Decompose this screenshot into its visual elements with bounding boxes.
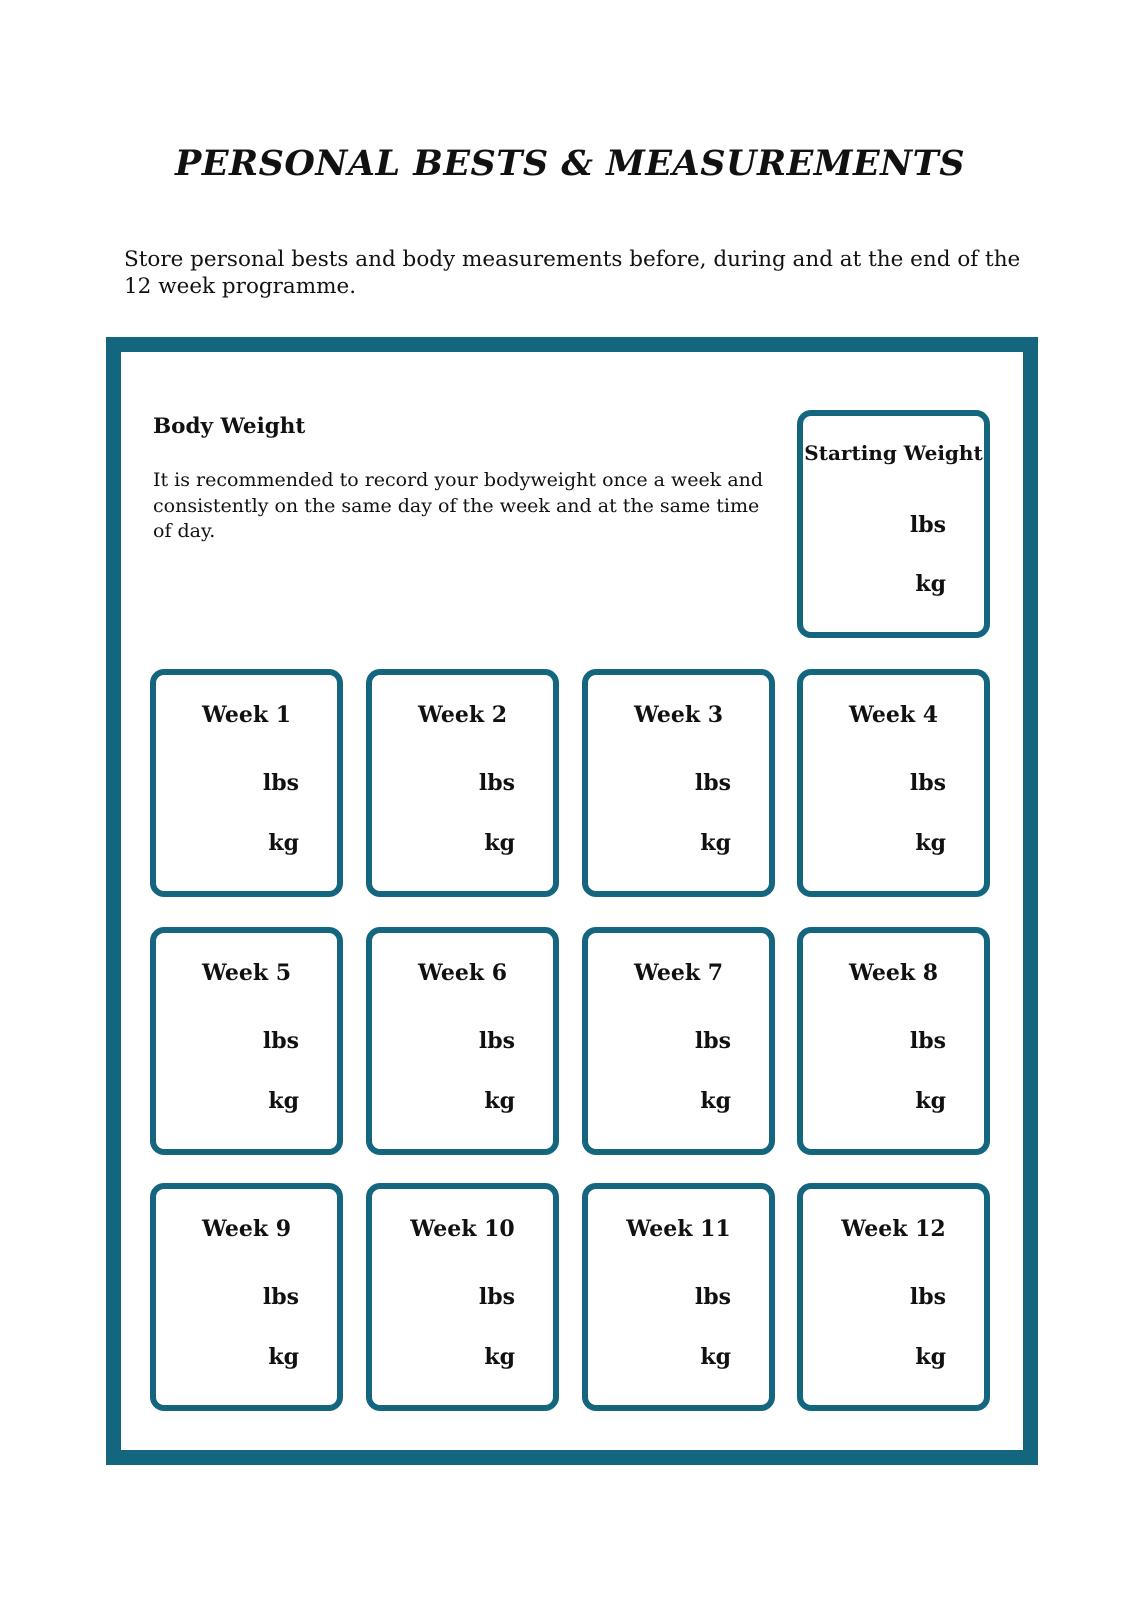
week-6-lbs-unit: lbs <box>478 1028 515 1054</box>
week-7-card[interactable] <box>582 927 775 1155</box>
week-4-kg-unit: kg <box>915 830 946 856</box>
week-10-label: Week 10 <box>410 1216 515 1242</box>
week-8-label: Week 8 <box>848 960 939 986</box>
week-5-label: Week 5 <box>201 960 292 986</box>
week-7-lbs-unit: lbs <box>694 1028 731 1054</box>
week-7-kg-unit: kg <box>700 1088 731 1114</box>
week-11-label: Week 11 <box>626 1216 731 1242</box>
week-3-lbs-unit: lbs <box>694 770 731 796</box>
week-4-label: Week 4 <box>848 702 939 728</box>
week-11-card[interactable] <box>582 1183 775 1411</box>
week-8-lbs-unit: lbs <box>909 1028 946 1054</box>
week-9-label: Week 9 <box>201 1216 292 1242</box>
week-1-card[interactable] <box>150 669 343 897</box>
week-6-kg-unit: kg <box>484 1088 515 1114</box>
week-5-card[interactable] <box>150 927 343 1155</box>
starting-weight-kg-unit: kg <box>915 571 946 597</box>
week-7-label: Week 7 <box>633 960 724 986</box>
week-11-lbs-unit: lbs <box>694 1284 731 1310</box>
week-1-label: Week 1 <box>201 702 292 728</box>
intro-text: Store personal bests and body measurements before, during and at the end of the 12 week programme. <box>124 247 1021 299</box>
week-8-kg-unit: kg <box>915 1088 946 1114</box>
page-title: PERSONAL BESTS & MEASUREMENTS <box>175 143 965 184</box>
week-10-card[interactable] <box>366 1183 559 1411</box>
week-2-label: Week 2 <box>417 702 508 728</box>
week-3-kg-unit: kg <box>700 830 731 856</box>
week-10-lbs-unit: lbs <box>478 1284 515 1310</box>
week-12-label: Week 12 <box>841 1216 946 1242</box>
week-12-kg-unit: kg <box>915 1344 946 1370</box>
week-12-lbs-unit: lbs <box>909 1284 946 1310</box>
week-4-lbs-unit: lbs <box>909 770 946 796</box>
week-5-lbs-unit: lbs <box>262 1028 299 1054</box>
body-weight-heading: Body Weight <box>153 414 306 439</box>
week-2-card[interactable] <box>366 669 559 897</box>
week-1-kg-unit: kg <box>268 830 299 856</box>
week-3-card[interactable] <box>582 669 775 897</box>
starting-weight-lbs-unit: lbs <box>909 512 946 538</box>
starting-weight-label: Starting Weight <box>804 441 983 465</box>
week-8-card[interactable] <box>797 927 990 1155</box>
week-1-lbs-unit: lbs <box>262 770 299 796</box>
week-10-kg-unit: kg <box>484 1344 515 1370</box>
body-weight-description: It is recommended to record your bodyweight once a week and consistently on the same day of the week and at the same time of day. <box>153 469 764 542</box>
week-2-kg-unit: kg <box>484 830 515 856</box>
week-6-label: Week 6 <box>417 960 508 986</box>
week-9-card[interactable] <box>150 1183 343 1411</box>
week-12-card[interactable] <box>797 1183 990 1411</box>
week-9-lbs-unit: lbs <box>262 1284 299 1310</box>
week-6-card[interactable] <box>366 927 559 1155</box>
week-11-kg-unit: kg <box>700 1344 731 1370</box>
week-5-kg-unit: kg <box>268 1088 299 1114</box>
starting-weight-card[interactable] <box>797 410 990 638</box>
week-4-card[interactable] <box>797 669 990 897</box>
week-3-label: Week 3 <box>633 702 724 728</box>
week-9-kg-unit: kg <box>268 1344 299 1370</box>
week-2-lbs-unit: lbs <box>478 770 515 796</box>
